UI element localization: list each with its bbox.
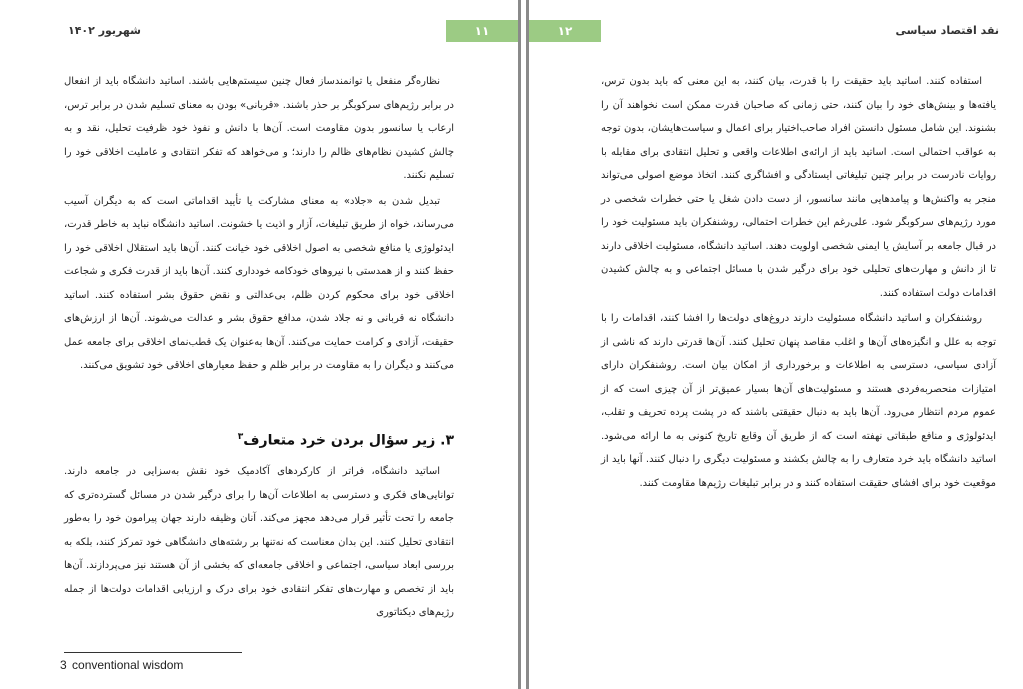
footnote-text: conventional wisdom xyxy=(72,658,184,672)
section-heading xyxy=(64,432,454,449)
paragraph: تبدیل شدن به «جلاد» به معنای مشارکت یا تأیید اقداماتی است که به دیگران آسیب می‌رساند، خواه از طریق تبلیغات، آزار و اذیت یا خشونت. اساتید دانشگاه نباید به خاطر قدرت، ایدئولوژی یا منافع شخصی به اصول اخلاقی خود خیانت کنند. آن‌ها باید استقلال اخلاقی خود را حفظ کنند و از همدستی با نیروهای خودکامه خودداری کنند. آن‌ها باید از قدرت فکری و شجاعت اخلاقی خود برای محکوم کردن ظلم، بی‌عدالتی و نقض حقوق بشر استفاده کنند. اساتید دانشگاه نه قربانی و نه جلاد شدن، مدافع حقوق بشر و عدالت می‌شوند. آن‌ها از ارزش‌های حقیقت، آزادی و کرامت حمایت می‌کنند. آن‌ها به‌عنوان یک قطب‌نمای اخلاقی برای جامعه عمل می‌کنند و دیگران را به مقاومت در برابر ظلم و حفظ معیارهای اخلاقی خود تشویق می‌کنند. xyxy=(64,195,454,371)
footnote-reference[interactable]: ۳ xyxy=(237,432,244,442)
paragraph: استفاده کنند. اساتید باید حقیقت را با قدرت، بیان کنند، به این معنی که باید بدون ترس، یافته‌ها و بینش‌های خود را بیان کنند، حتی زمانی که صاحبان قدرت ممکن است نخواهند آن را بشنوند. این شامل مسئول دانستن افراد صاحب‌اختیار برای اعمال و سیاست‌هایشان، بدون توجه به عواقب احتمالی است. اساتید باید از ارائه‌ی اطلاعات واقعی و تحلیل انتقادی برای مقابله با روایات نادرست در برابر چنین تبلیغاتی ایستادگی و افشاگری کنند. اتخاذ موضع اصولی می‌تواند منجر به واکنش‌ها و پیامدهایی مانند سانسور، از دست دادن شغل یا حتی خطرات شخصی در مورد رژیم‌های سرکوبگر شود. علی‌رغم این خطرات احتمالی، روشنفکران باید مسئولیت خود را در قبال جامعه بر آسایش یا ایمنی شخصی اولویت دهند. اساتید دانشگاه، مسئولیت اخلاقی دارند تا از دانش و مهارت‌های تحلیلی خود برای درگیر شدن با مسائل اجتماعی و به چالش کشیدن اقدامات دولت استفاده کنند. xyxy=(601,76,996,299)
paragraph: نظاره‌گر منفعل یا توانمندساز فعال چنین سیستم‌هایی باشند. اساتید دانشگاه باید از انفعال در برابر رژیم‌های سرکوبگر بر حذر باشند. «قربانی» بودن به معنای تسلیم شدن در برابر ترس، ارعاب یا سانسور بدون مقاومت است. آن‌ها با دانش و نفوذ خود ظرفیت تحلیل، نقد و به چالش کشیدن نظام‌های ظالم را دارند؛ و می‌خواهد که تفکر انتقادی و عاملیت اخلاقی خود را تسلیم نکنند. xyxy=(64,76,454,181)
right-page xyxy=(529,0,1023,689)
left-page-number: ۱۱ xyxy=(446,20,518,42)
section-heading-text: ۳. زیر سؤال بردن خرد متعارف xyxy=(243,432,454,449)
left-page-body-top xyxy=(64,70,454,378)
left-page-header-date: شهریور ۱۴۰۲ xyxy=(68,24,141,37)
right-page-number: ۱۲ xyxy=(529,20,601,42)
paragraph: اساتید دانشگاه، فراتر از کارکردهای آکادمیک خود نقش به‌سزایی در جامعه دارند. توانایی‌های فکری و دسترسی به اطلاعات آن‌ها را برای درگیر شدن در مسائل گسترده‌تری که جامعه را تحت تأثیر قرار می‌دهد مجهز می‌کند. آنان وظیفه دارند جهان پیرامون خود را به‌طور انتقادی تحلیل کنند. این بدان معناست که نه‌تنها بر رشته‌های دانشگاهی خود تمرکز کنند، بلکه به بررسی ابعاد سیاسی، اجتماعی و اخلاقی جامعه‌ای که بخشی از آن هستند نیز می‌پردازند. آن‌ها باید از تخصص و مهارت‌های تفکر انتقادی خود برای درک و ارزیابی اقدامات دولت‌ها از جمله رژیم‌های دیکتاتوری xyxy=(64,466,454,618)
paragraph: روشنفکران و اساتید دانشگاه مسئولیت دارند دروغ‌های دولت‌ها را افشا کنند، اقدامات را با توجه به علل و انگیزه‌های آن‌ها و اغلب مقاصد پنهان تحلیل کنند. آن‌ها قدرتی دارند که ناشی از آزادی سیاسی، دسترسی به اطلاعات و برخورداری از امکان بیان است. روشنفکران دارای امتیازات منحصربه‌فردی هستند و مسئولیت‌های آن‌ها بسیار عمیق‌تر از آن چیزی است که از عموم مردم انتظار می‌رود. آن‌ها باید به دنبال حقیقتی باشند که در پشت پرده تحریف و تقلب، ایدئولوژی و منافع طبقاتی نهفته است که از طریق آن وقایع تاریخ کنونی به ما ارائه می‌شود. اساتید دانشگاه باید خرد متعارف را به چالش بکشند و مسئولیت دیگری را دنبال کنند. آنها باید از موقعیت خود برای افشای حقیقت استفاده کنند و در برابر تبلیغات رژیم‌ها مقاومت کنند. xyxy=(601,313,996,489)
left-page-body-bottom xyxy=(64,460,454,625)
footnote-number: 3 xyxy=(60,658,67,672)
footnote-separator xyxy=(64,652,242,653)
footnote xyxy=(60,658,183,672)
right-page-header-title: نقد اقتصاد سیاسی xyxy=(895,24,999,37)
page-divider-left xyxy=(518,0,521,689)
right-page-body xyxy=(601,70,996,495)
